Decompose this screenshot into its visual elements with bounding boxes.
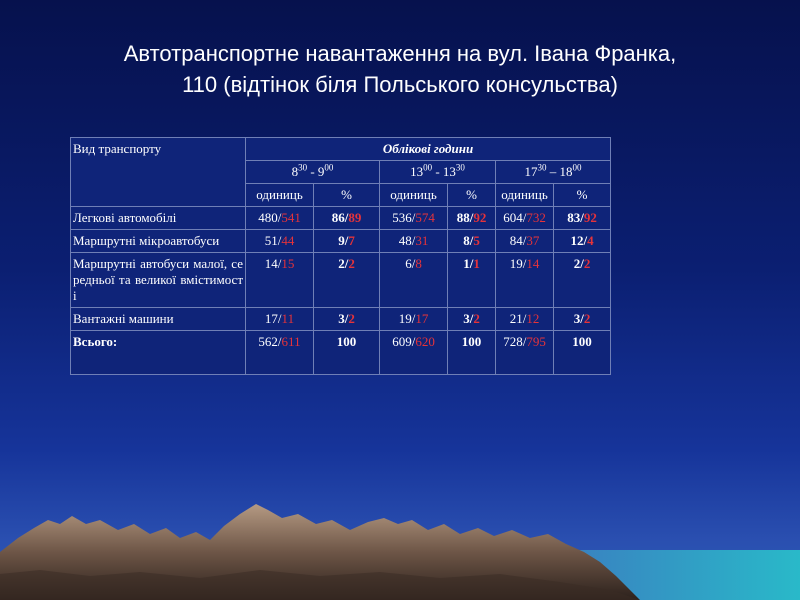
- cell-percent-morning: 3/2: [314, 308, 380, 331]
- header-row-1: [71, 138, 611, 161]
- subheader-units: одиниць: [496, 184, 554, 207]
- cell-percent-midday: 8/5: [448, 230, 496, 253]
- subheader-units: одиниць: [380, 184, 448, 207]
- period-morning: $8^{30} - 9^{00}$: [246, 161, 380, 184]
- cell-units-morning: 14/15: [246, 253, 314, 308]
- period-evening: $17^{30} - 18^{00}$: [496, 161, 611, 184]
- cell-percent-midday: 88/92: [448, 207, 496, 230]
- subheader-percent: %: [448, 184, 496, 207]
- table-row: [71, 230, 611, 253]
- period-midday: $13^{00} - 13^{30}$: [380, 161, 496, 184]
- cell-percent-evening: 100: [554, 331, 611, 375]
- table-row-total: [71, 331, 611, 375]
- cell-units-evening: 19/14: [496, 253, 554, 308]
- cell-units-evening: 84/37: [496, 230, 554, 253]
- row-label: Маршрутні автобуси малої, середньої та великої вмістимості: [71, 253, 246, 308]
- subheader-units: одиниць: [246, 184, 314, 207]
- row-label: Вантажні машини: [71, 308, 246, 331]
- cell-units-evening: 728/795: [496, 331, 554, 375]
- row-label: Легкові автомобілі: [71, 207, 246, 230]
- cell-percent-morning: 9/7: [314, 230, 380, 253]
- subheader-percent: %: [314, 184, 380, 207]
- cell-units-evening: 604/732: [496, 207, 554, 230]
- title-line-1: Автотранспортне навантаження на вул. Івана Франка,: [123, 41, 677, 66]
- cell-units-midday: 48/31: [380, 230, 448, 253]
- row-label: Всього:: [71, 331, 246, 375]
- title-line-2: 110 (відтінок біля Польського консульства): [182, 72, 618, 97]
- cell-percent-morning: 86/89: [314, 207, 380, 230]
- cell-percent-evening: 2/2: [554, 253, 611, 308]
- cell-units-midday: 6/8: [380, 253, 448, 308]
- cell-units-midday: 19/17: [380, 308, 448, 331]
- traffic-table: [70, 137, 611, 375]
- cell-percent-morning: 100: [314, 331, 380, 375]
- table-row: [71, 308, 611, 331]
- cell-units-midday: 609/620: [380, 331, 448, 375]
- table-row: [71, 207, 611, 230]
- cell-units-midday: 536/574: [380, 207, 448, 230]
- header-hours: Облікові години: [246, 138, 611, 161]
- cell-percent-midday: 100: [448, 331, 496, 375]
- cell-units-morning: 480/541: [246, 207, 314, 230]
- cell-percent-midday: 1/1: [448, 253, 496, 308]
- cell-units-morning: 17/11: [246, 308, 314, 331]
- cell-units-evening: 21/12: [496, 308, 554, 331]
- cell-percent-evening: 12/4: [554, 230, 611, 253]
- header-transport-type: Вид транспорту: [71, 138, 246, 207]
- mountain-landscape: [0, 490, 800, 600]
- cell-percent-midday: 3/2: [448, 308, 496, 331]
- cell-percent-morning: 2/2: [314, 253, 380, 308]
- table-row: [71, 253, 611, 308]
- cell-percent-evening: 3/2: [554, 308, 611, 331]
- row-label: Маршрутні мікроавтобуси: [71, 230, 246, 253]
- subheader-percent: %: [554, 184, 611, 207]
- cell-units-morning: 562/611: [246, 331, 314, 375]
- cell-percent-evening: 83/92: [554, 207, 611, 230]
- slide-title: [40, 38, 760, 100]
- cell-units-morning: 51/44: [246, 230, 314, 253]
